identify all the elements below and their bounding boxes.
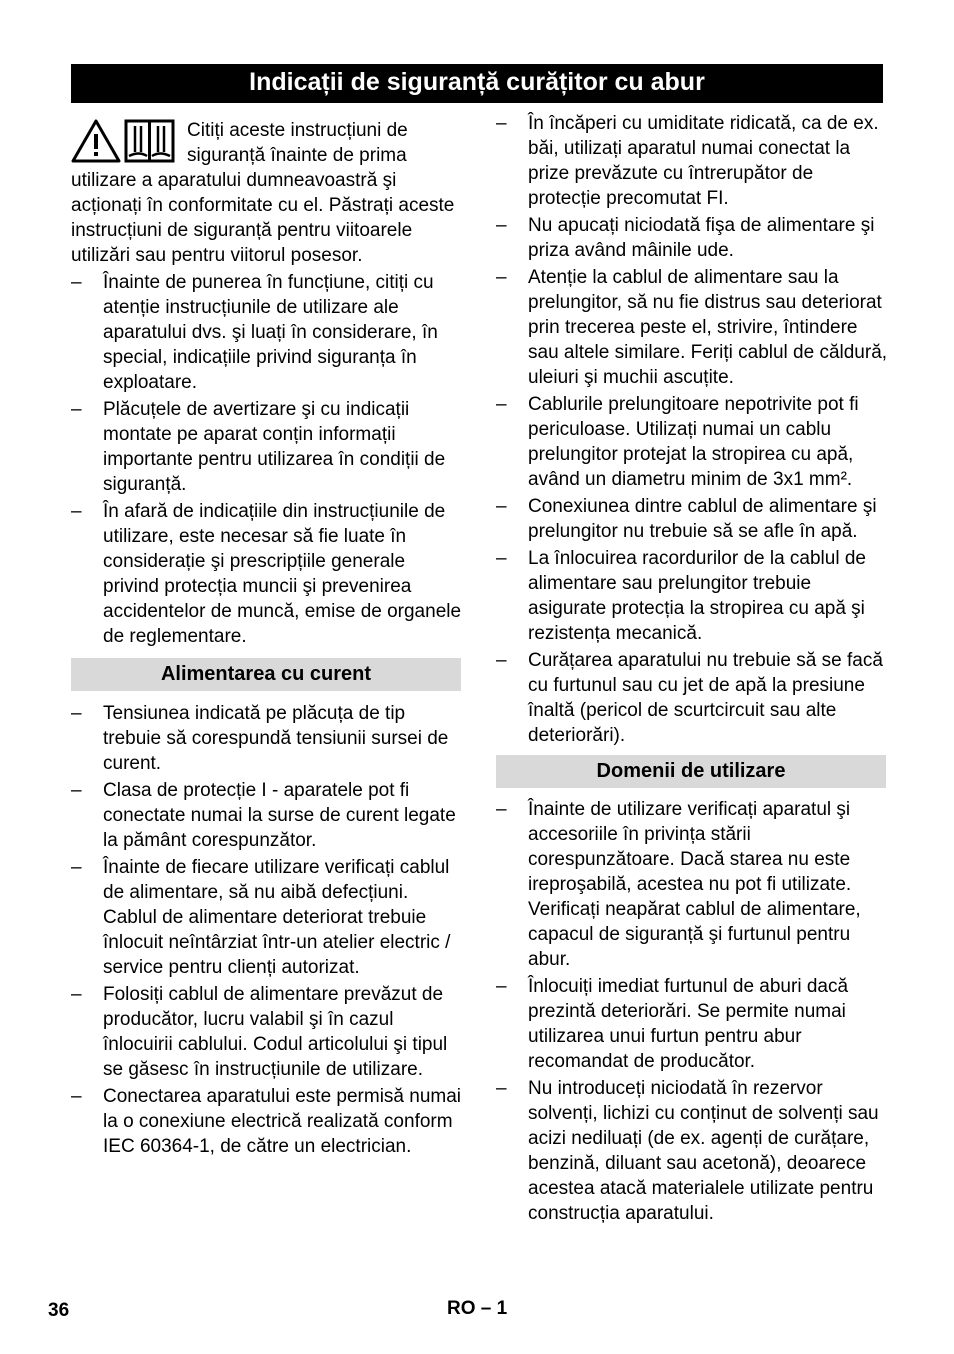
- page-title: Indicații de siguranță curățitor cu abur: [71, 64, 883, 103]
- icon-group: [71, 118, 178, 164]
- power-list-continued: [496, 111, 888, 748]
- list-item: [496, 546, 888, 646]
- dash-bullet: –: [496, 215, 507, 236]
- dash-bullet: –: [71, 857, 82, 878]
- list-item: [71, 397, 463, 497]
- item-text: La înlocuirea racordurilor de la cablul de alimentare sau prelungitor trebuie asigurate protecția la stropirea cu apă şi rezistența mecanică.: [528, 548, 866, 644]
- dash-bullet: –: [496, 548, 507, 569]
- list-item: [496, 111, 888, 211]
- manual-book-icon: [126, 121, 173, 161]
- item-text: Cablurile prelungitoare nepotrivite pot fi periculoase. Utilizați numai un cablu prelungitor protejat la stropirea cu apă, având un diametru minim de 3x1 mm².: [528, 394, 859, 490]
- item-text: Conexiunea dintre cablul de alimentare şi prelungitor nu trebuie să se afle în apă.: [528, 496, 877, 542]
- dash-bullet: –: [71, 272, 82, 293]
- dash-bullet: –: [496, 650, 507, 671]
- list-item: [496, 213, 888, 263]
- list-item: [496, 1076, 888, 1226]
- item-text: În afară de indicațiile din instrucțiunile de utilizare, este necesar să fie luate în considerație şi prescripțiile generale privind protecția muncii şi prevenirea accidentelor de muncă, emise de organele de reglementare.: [103, 501, 462, 647]
- item-text: În încăperi cu umiditate ridicată, ca de ex. băi, utilizați aparatul numai conectat la prize prevăzute cu întrerupător de protecție precomutat FI.: [528, 113, 879, 209]
- item-text: Plăcuțele de avertizare şi cu indicații montate pe aparat conțin informații importante pentru utilizarea în condiții de siguranță.: [103, 399, 446, 495]
- intro-block: [71, 118, 463, 1161]
- dash-bullet: –: [71, 399, 82, 420]
- item-text: Folosiți cablul de alimentare prevăzut de producător, lucru valabil şi în cazul înlocuirii cablului. Codul articolului şi tipul se găsesc în instrucțiunile de utilizare.: [103, 984, 448, 1080]
- dash-bullet: –: [496, 1078, 507, 1099]
- item-text: Tensiunea indicată pe plăcuța de tip trebuie să corespundă tensiunii sursei de curent.: [103, 703, 449, 774]
- dash-bullet: –: [496, 267, 507, 288]
- language-section-label: RO – 1: [447, 1298, 508, 1319]
- list-item: [71, 778, 463, 853]
- list-item: [496, 265, 888, 390]
- item-text: Înlocuiți imediat furtunul de aburi dacă prezintă deteriorări. Se permite numai utilizarea unui furtun pentru abur recomandat de producător.: [528, 976, 849, 1072]
- power-list: [71, 701, 463, 1159]
- dash-bullet: –: [496, 976, 507, 997]
- warning-triangle-icon: [73, 121, 119, 161]
- list-item: [496, 648, 888, 748]
- item-text: Nu apucați niciodată fişa de alimentare şi priza având mâinile ude.: [528, 215, 875, 261]
- list-item: [71, 982, 463, 1082]
- list-item: [496, 797, 888, 972]
- item-text: Atenție la cablul de alimentare sau la prelungitor, să nu fie distrus sau deteriorat prin trecerea peste el, strivire, întindere sau altele similare. Feriți cablul de căldură, uleiuri şi muchii ascuțite.: [528, 267, 888, 388]
- dash-bullet: –: [71, 1086, 82, 1107]
- list-item: [496, 494, 888, 544]
- list-item: [71, 1084, 463, 1159]
- list-item: [71, 499, 463, 649]
- dash-bullet: –: [496, 496, 507, 517]
- item-text: Curățarea aparatului nu trebuie să se facă cu furtunul sau cu jet de apă la presiune înaltă (pericol de scurtcircuit sau alte deteriorări).: [528, 650, 883, 746]
- list-item: [496, 392, 888, 492]
- dash-bullet: –: [71, 780, 82, 801]
- safety-icons: [71, 118, 178, 164]
- list-item: [71, 855, 463, 980]
- intro-text: Citiți aceste instrucțiuni de siguranță înainte de prima utilizare a aparatului dumneavoastră şi acționați în conformitate cu el. Păstrați aceste instrucțiuni de siguranță pentru viitoarele utilizări sau pentru viitorul posesor.: [71, 120, 455, 266]
- item-text: Nu introduceți niciodată în rezervor solvenți, lichizi cu conținut de solvenți sau acizi nediluați (de ex. agenți de curățare, benzină, diluant sau acetonă), deoarece acestea atacă materialele utilizate pentru construcția aparatului.: [528, 1078, 879, 1224]
- item-text: Înainte de fiecare utilizare verificați cablul de alimentare, să nu aibă defecțiuni. Cablul de alimentare deteriorat trebuie înlocuit neîntârziat într-un atelier electric / service pentru clienți autorizat.: [103, 857, 451, 978]
- section-heading-use: Domenii de utilizare: [496, 755, 886, 788]
- dash-bullet: –: [71, 984, 82, 1005]
- item-text: Clasa de protecție I - aparatele pot fi conectate numai la surse de curent legate la pământ corespunzător.: [103, 780, 456, 851]
- list-item: [71, 270, 463, 395]
- item-text: Înainte de utilizare verificați aparatul şi accesoriile în privința stării corespunzătoare. Dacă starea nu este ireproşabilă, acestea nu pot fi utilizate. Verificați neapărat cablul de alimentare, capacul de siguranță şi furtunul pentru abur.: [528, 799, 861, 970]
- page-number: 36: [48, 1300, 70, 1321]
- dash-bullet: –: [496, 113, 507, 134]
- item-text: Conectarea aparatului este permisă numai la o conexiune electrică realizată conform IEC 60364-1, de către un electrician.: [103, 1086, 462, 1157]
- dash-bullet: –: [496, 394, 507, 415]
- right-column: [496, 111, 888, 1228]
- use-list: [496, 797, 888, 1226]
- list-item: [71, 701, 463, 776]
- section-heading-power: Alimentarea cu curent: [71, 658, 461, 691]
- item-text: Înainte de punerea în funcțiune, citiți cu atenție instrucțiunile de utilizare ale aparatului dvs. şi luați în considerare, în special, indicațiile privind siguranța în exploatare.: [103, 272, 438, 393]
- list-item: [496, 974, 888, 1074]
- dash-bullet: –: [71, 501, 82, 522]
- dash-bullet: –: [496, 799, 507, 820]
- dash-bullet: –: [71, 703, 82, 724]
- general-list: [71, 270, 463, 649]
